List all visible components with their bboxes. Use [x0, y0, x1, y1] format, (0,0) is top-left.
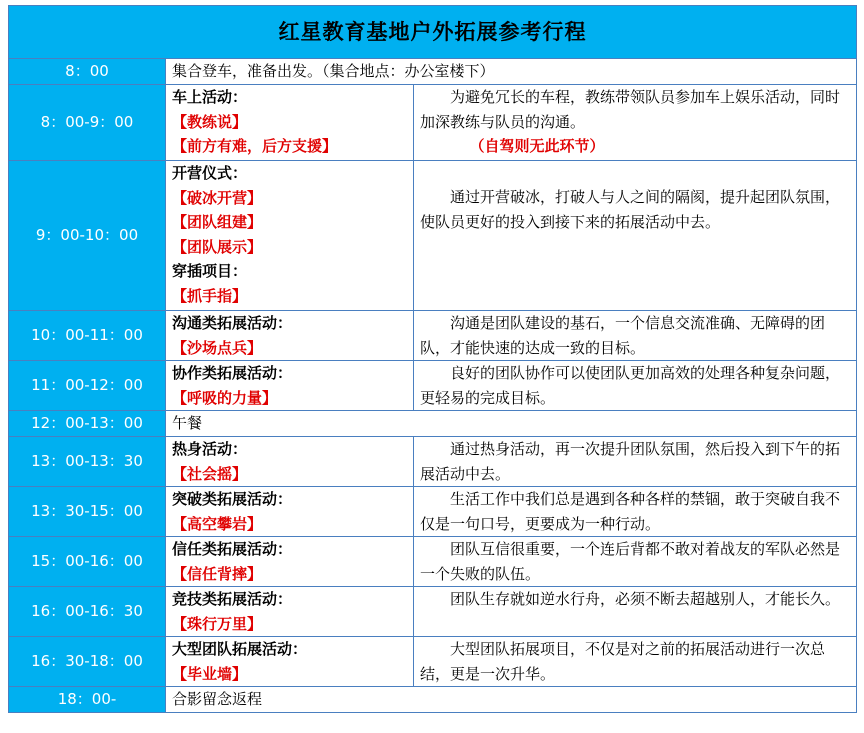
- activity-cell: [166, 161, 414, 311]
- schedule-text: 午餐: [166, 411, 857, 437]
- activity-label: 突破类拓展活动：: [172, 490, 293, 508]
- activity-label: 信任类拓展活动：: [172, 540, 293, 558]
- activity-label: 车上活动：: [172, 88, 248, 106]
- description-cell: [414, 85, 857, 161]
- activity-item: 【团队展示】: [172, 237, 263, 256]
- time-cell: 16：00-16：30: [9, 587, 166, 637]
- activity-cell: [166, 85, 414, 161]
- activity-cell: [166, 437, 414, 487]
- activity-item: 【团队组建】: [172, 213, 263, 231]
- activity-item: 【呼吸的力量】: [172, 388, 278, 407]
- activity-label: 竞技类拓展活动：: [172, 590, 293, 608]
- time-cell: 12：00-13：00: [9, 411, 166, 437]
- description-cell: 团队互信很重要，一个连后背都不敢对着战友的军队必然是一个失败的队伍。: [414, 537, 857, 587]
- activity-item: 【抓手指】: [172, 286, 248, 305]
- activity-cell: [166, 487, 414, 537]
- time-cell: 8：00-9：00: [9, 85, 166, 161]
- time-cell: 9：00-10：00: [9, 161, 166, 311]
- description-cell: 通过热身活动，再一次提升团队氛围，然后投入到下午的拓展活动中去。: [414, 437, 857, 487]
- description-cell: 良好的团队协作可以使团队更加高效的处理各种复杂问题，更轻易的完成目标。: [414, 361, 857, 411]
- time-cell: 15：00-16：00: [9, 537, 166, 587]
- description-cell: 大型团队拓展项目，不仅是对之前的拓展活动进行一次总结，更是一次升华。: [414, 637, 857, 687]
- activity-item: 【信任背摔】: [172, 564, 263, 583]
- activity-item: 【毕业墙】: [172, 664, 248, 683]
- time-cell: 16：30-18：00: [9, 637, 166, 687]
- activity-item: 【教练说】: [172, 112, 248, 131]
- note-text: （自驾则无此环节）: [469, 137, 605, 155]
- time-cell: 13：30-15：00: [9, 487, 166, 537]
- schedule-text: 集合登车，准备出发。（集合地点：办公室楼下）: [166, 59, 857, 85]
- activity-item: 【沙场点兵】: [172, 338, 263, 357]
- activity-label: 大型团队拓展活动：: [172, 640, 308, 658]
- activity-cell: [166, 537, 414, 587]
- time-cell: 18：00-: [9, 687, 166, 713]
- time-cell: 11：00-12：00: [9, 361, 166, 411]
- activity-cell: [166, 637, 414, 687]
- time-cell: 8：00: [9, 59, 166, 85]
- description-text: 为避免冗长的车程，教练带领队员参加车上娱乐活动，同时加深教练与队员的沟通。: [420, 88, 841, 131]
- activity-label: 开营仪式：: [172, 164, 248, 182]
- activity-item: 【破冰开营】: [172, 188, 263, 207]
- activity-item: 【高空攀岩】: [172, 514, 263, 533]
- itinerary-table: [8, 5, 857, 713]
- activity-item: 【前方有难，后方支援】: [172, 137, 338, 155]
- time-cell: 13：00-13：30: [9, 437, 166, 487]
- schedule-text: 合影留念返程: [166, 687, 857, 713]
- description-cell: 通过开营破冰，打破人与人之间的隔阂，提升起团队氛围，使队员更好的投入到接下来的拓展活动中去。: [414, 161, 857, 311]
- activity-item: 【社会摇】: [172, 464, 248, 483]
- activity-label: 协作类拓展活动：: [172, 364, 293, 382]
- activity-cell: [166, 361, 414, 411]
- activity-label: 穿插项目：: [172, 262, 248, 280]
- time-cell: 10：00-11：00: [9, 311, 166, 361]
- description-cell: 团队生存就如逆水行舟，必须不断去超越别人，才能长久。: [414, 587, 857, 637]
- activity-label: 热身活动：: [172, 440, 248, 458]
- activity-cell: [166, 587, 414, 637]
- activity-item: 【珠行万里】: [172, 614, 263, 633]
- activity-cell: [166, 311, 414, 361]
- description-cell: 生活工作中我们总是遇到各种各样的禁锢，敢于突破自我不仅是一句口号，更要成为一种行动。: [414, 487, 857, 537]
- activity-label: 沟通类拓展活动：: [172, 314, 293, 332]
- description-cell: 沟通是团队建设的基石，一个信息交流准确、无障碍的团队，才能快速的达成一致的目标。: [414, 311, 857, 361]
- page-title: 红星教育基地户外拓展参考行程: [9, 6, 857, 59]
